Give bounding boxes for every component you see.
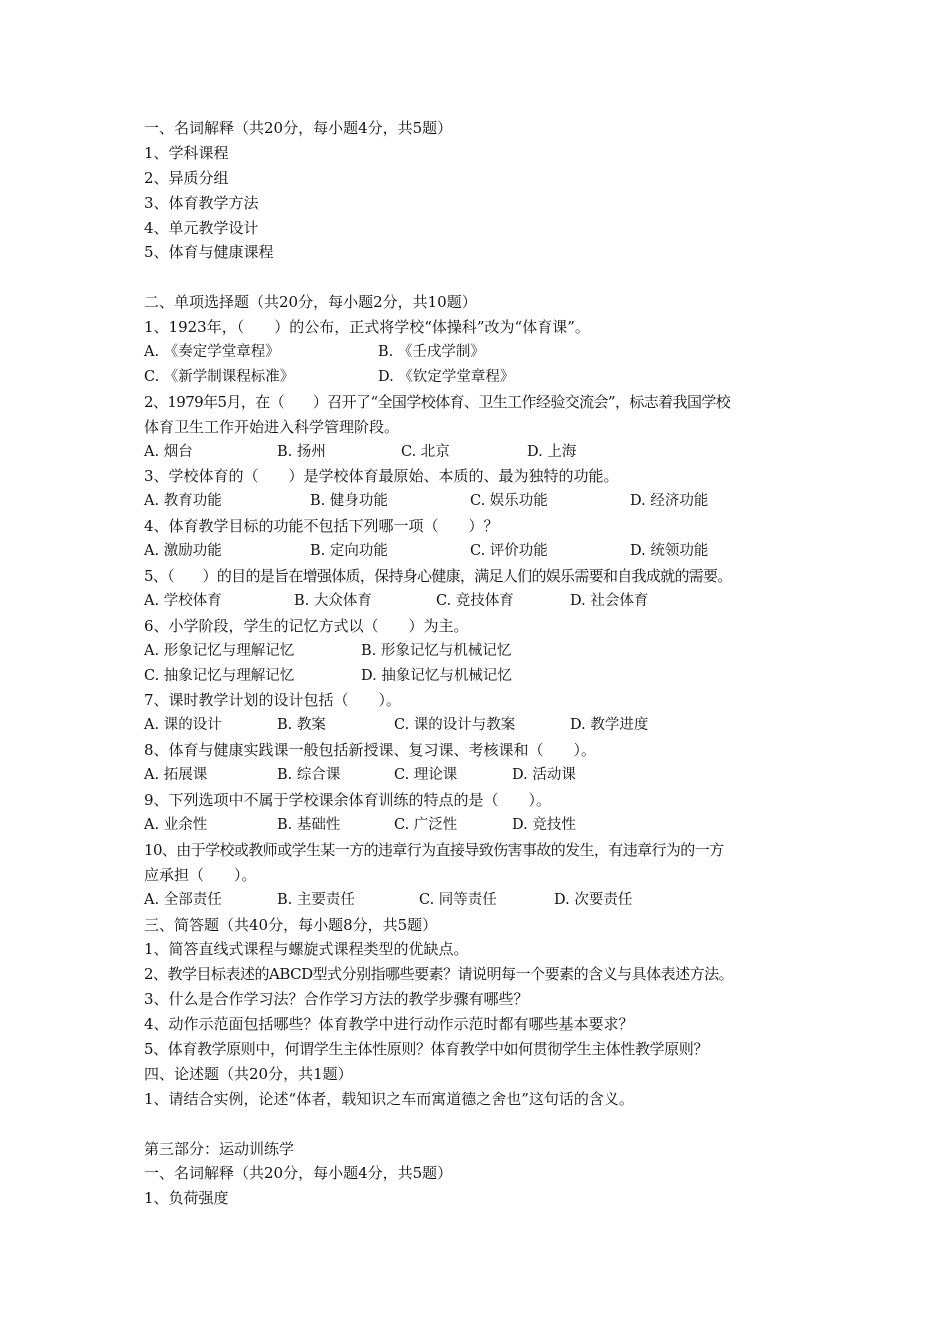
option-d: D. 经济功能 [630,493,709,510]
question-stem: 4、体育教学目标的功能不包括下列哪一项（ ）？ [144,517,499,536]
option-d: D. 上海 [527,443,577,460]
spacer [144,265,824,290]
option-row [144,365,824,390]
option-row [144,489,824,514]
option-b: B. 《壬戌学制》 [378,344,485,361]
option-d: D. 统领功能 [630,543,709,560]
option-c: C. 理论课 [394,767,458,784]
option-b: B. 教案 [277,717,326,734]
short-answer-item: 2、教学目标表述的ABCD型式分别指哪些要素？请说明每一个要素的含义与具体表述方法。 [144,965,734,984]
option-b: B. 定向功能 [310,543,388,560]
option-a: A. 拓展课 [144,767,208,784]
option-d: D. 次要责任 [554,891,633,908]
question-stem: 3、学校体育的（ ）是学校体育最原始、本质的、最为独特的功能。 [144,467,619,486]
term-item: 4、单元教学设计 [144,218,259,237]
question-stem: 9、下列选项中不属于学校课余体育训练的特点的是（ ）。 [144,791,552,810]
option-b: B. 形象记忆与机械记忆 [361,642,512,659]
term-item: 3、体育教学方法 [144,193,259,212]
option-d: D. 社会体育 [570,592,649,609]
option-row [144,813,824,838]
option-row [144,440,824,465]
option-a: A. 形象记忆与理解记忆 [144,642,295,659]
option-a: A. 全部责任 [144,891,222,908]
option-a: A. 业余性 [144,816,208,833]
option-d: D. 竞技性 [512,816,576,833]
part-title: 第三部分：运动训练学 [144,1139,295,1158]
option-a: A. 烟台 [144,443,193,460]
option-d: D. 抽象记忆与机械记忆 [361,667,512,684]
short-answer-item: 5、体育教学原则中，何谓学生主体性原则？体育教学中如何贯彻学生主体性教学原则？ [144,1039,708,1058]
question-stem: 2、1979年5月，在（ ）召开了“全国学校体育、卫生工作经验交流会”，标志着我国学校 [144,392,731,411]
short-answer-item: 1、简答直线式课程与螺旋式课程类型的优缺点。 [144,940,469,959]
option-c: C. 竞技体育 [436,592,514,609]
option-b: B. 主要责任 [277,891,355,908]
option-a: A. 教育功能 [144,493,222,510]
essay-item: 1、请结合实例，论述“体者，载知识之车而寓道德之舍也”这句话的含义。 [144,1089,634,1108]
question-stem-continued: 应承担（ ）。 [144,865,257,884]
section-heading-essay: 四、论述题（共20分，共1题） [144,1064,353,1083]
option-row [144,539,824,564]
question-stem: 6、小学阶段，学生的记忆方式以（ ）为主。 [144,616,469,635]
question-stem: 1、1923年，（ ）的公布，正式将学校“体操科”改为“体育课”。 [144,318,590,337]
option-row [144,340,824,365]
option-b: B. 健身功能 [310,493,388,510]
option-row [144,888,824,913]
option-d: D. 教学进度 [570,717,649,734]
option-c: C. 课的设计与教案 [394,717,516,734]
section-heading-terms: 一、名词解释（共20分，每小题4分，共5题） [144,1164,453,1183]
section-heading-terms: 一、名词解释（共20分，每小题4分，共5题） [144,119,453,137]
question-stem: 5、（ ）的目的是旨在增强体质，保持身心健康，满足人们的娱乐需要和自我成就的需要。 [144,567,732,586]
question-stem: 7、课时教学计划的设计包括（ ）。 [144,691,402,710]
option-b: B. 大众体育 [294,592,372,609]
option-c: C. 北京 [401,443,450,460]
option-c: C. 评价功能 [470,543,548,560]
question-stem: 8、体育与健康实践课一般包括新授课、复习课、考核课和（ ）。 [144,741,597,760]
term-item: 2、异质分组 [144,168,229,187]
option-row [144,713,824,738]
option-a: A. 课的设计 [144,717,222,734]
term-item: 1、负荷强度 [144,1189,229,1208]
question-stem: 10、由于学校或教师或学生某一方的违章行为直接导致伤害事故的发生，有违章行为的一方 [144,840,724,859]
option-c: C. 娱乐功能 [470,493,548,510]
option-d: D. 《钦定学堂章程》 [378,368,515,385]
option-a: A. 学校体育 [144,592,222,609]
option-c: C. 广泛性 [394,816,458,833]
option-c: C. 《新学制课程标准》 [144,368,295,385]
option-a: A. 激励功能 [144,543,222,560]
option-c: C. 抽象记忆与理解记忆 [144,667,295,684]
term-item: 5、体育与健康课程 [144,243,274,262]
option-row [144,589,824,614]
option-b: B. 综合课 [277,767,341,784]
term-item: 1、学科课程 [144,143,229,162]
option-row [144,639,824,664]
option-b: B. 基础性 [277,816,341,833]
option-row [144,664,824,689]
short-answer-item: 3、什么是合作学习法？合作学习方法的教学步骤有哪些？ [144,990,529,1009]
short-answer-item: 4、动作示范面包括哪些？体育教学中进行动作示范时都有哪些基本要求？ [144,1015,634,1034]
spacer [144,1112,824,1137]
option-c: C. 同等责任 [419,891,497,908]
exam-document [144,116,824,1211]
question-stem-continued: 体育卫生工作开始进入科学管理阶段。 [144,417,400,436]
option-row [144,763,824,788]
section-heading-short-answer: 三、简答题（共40分，每小题8分，共5题） [144,915,438,934]
section-heading-choice: 二、单项选择题（共20分，每小题2分，共10题） [144,293,477,312]
option-b: B. 扬州 [277,443,326,460]
option-d: D. 活动课 [512,767,576,784]
option-a: A. 《奏定学堂章程》 [144,344,280,361]
